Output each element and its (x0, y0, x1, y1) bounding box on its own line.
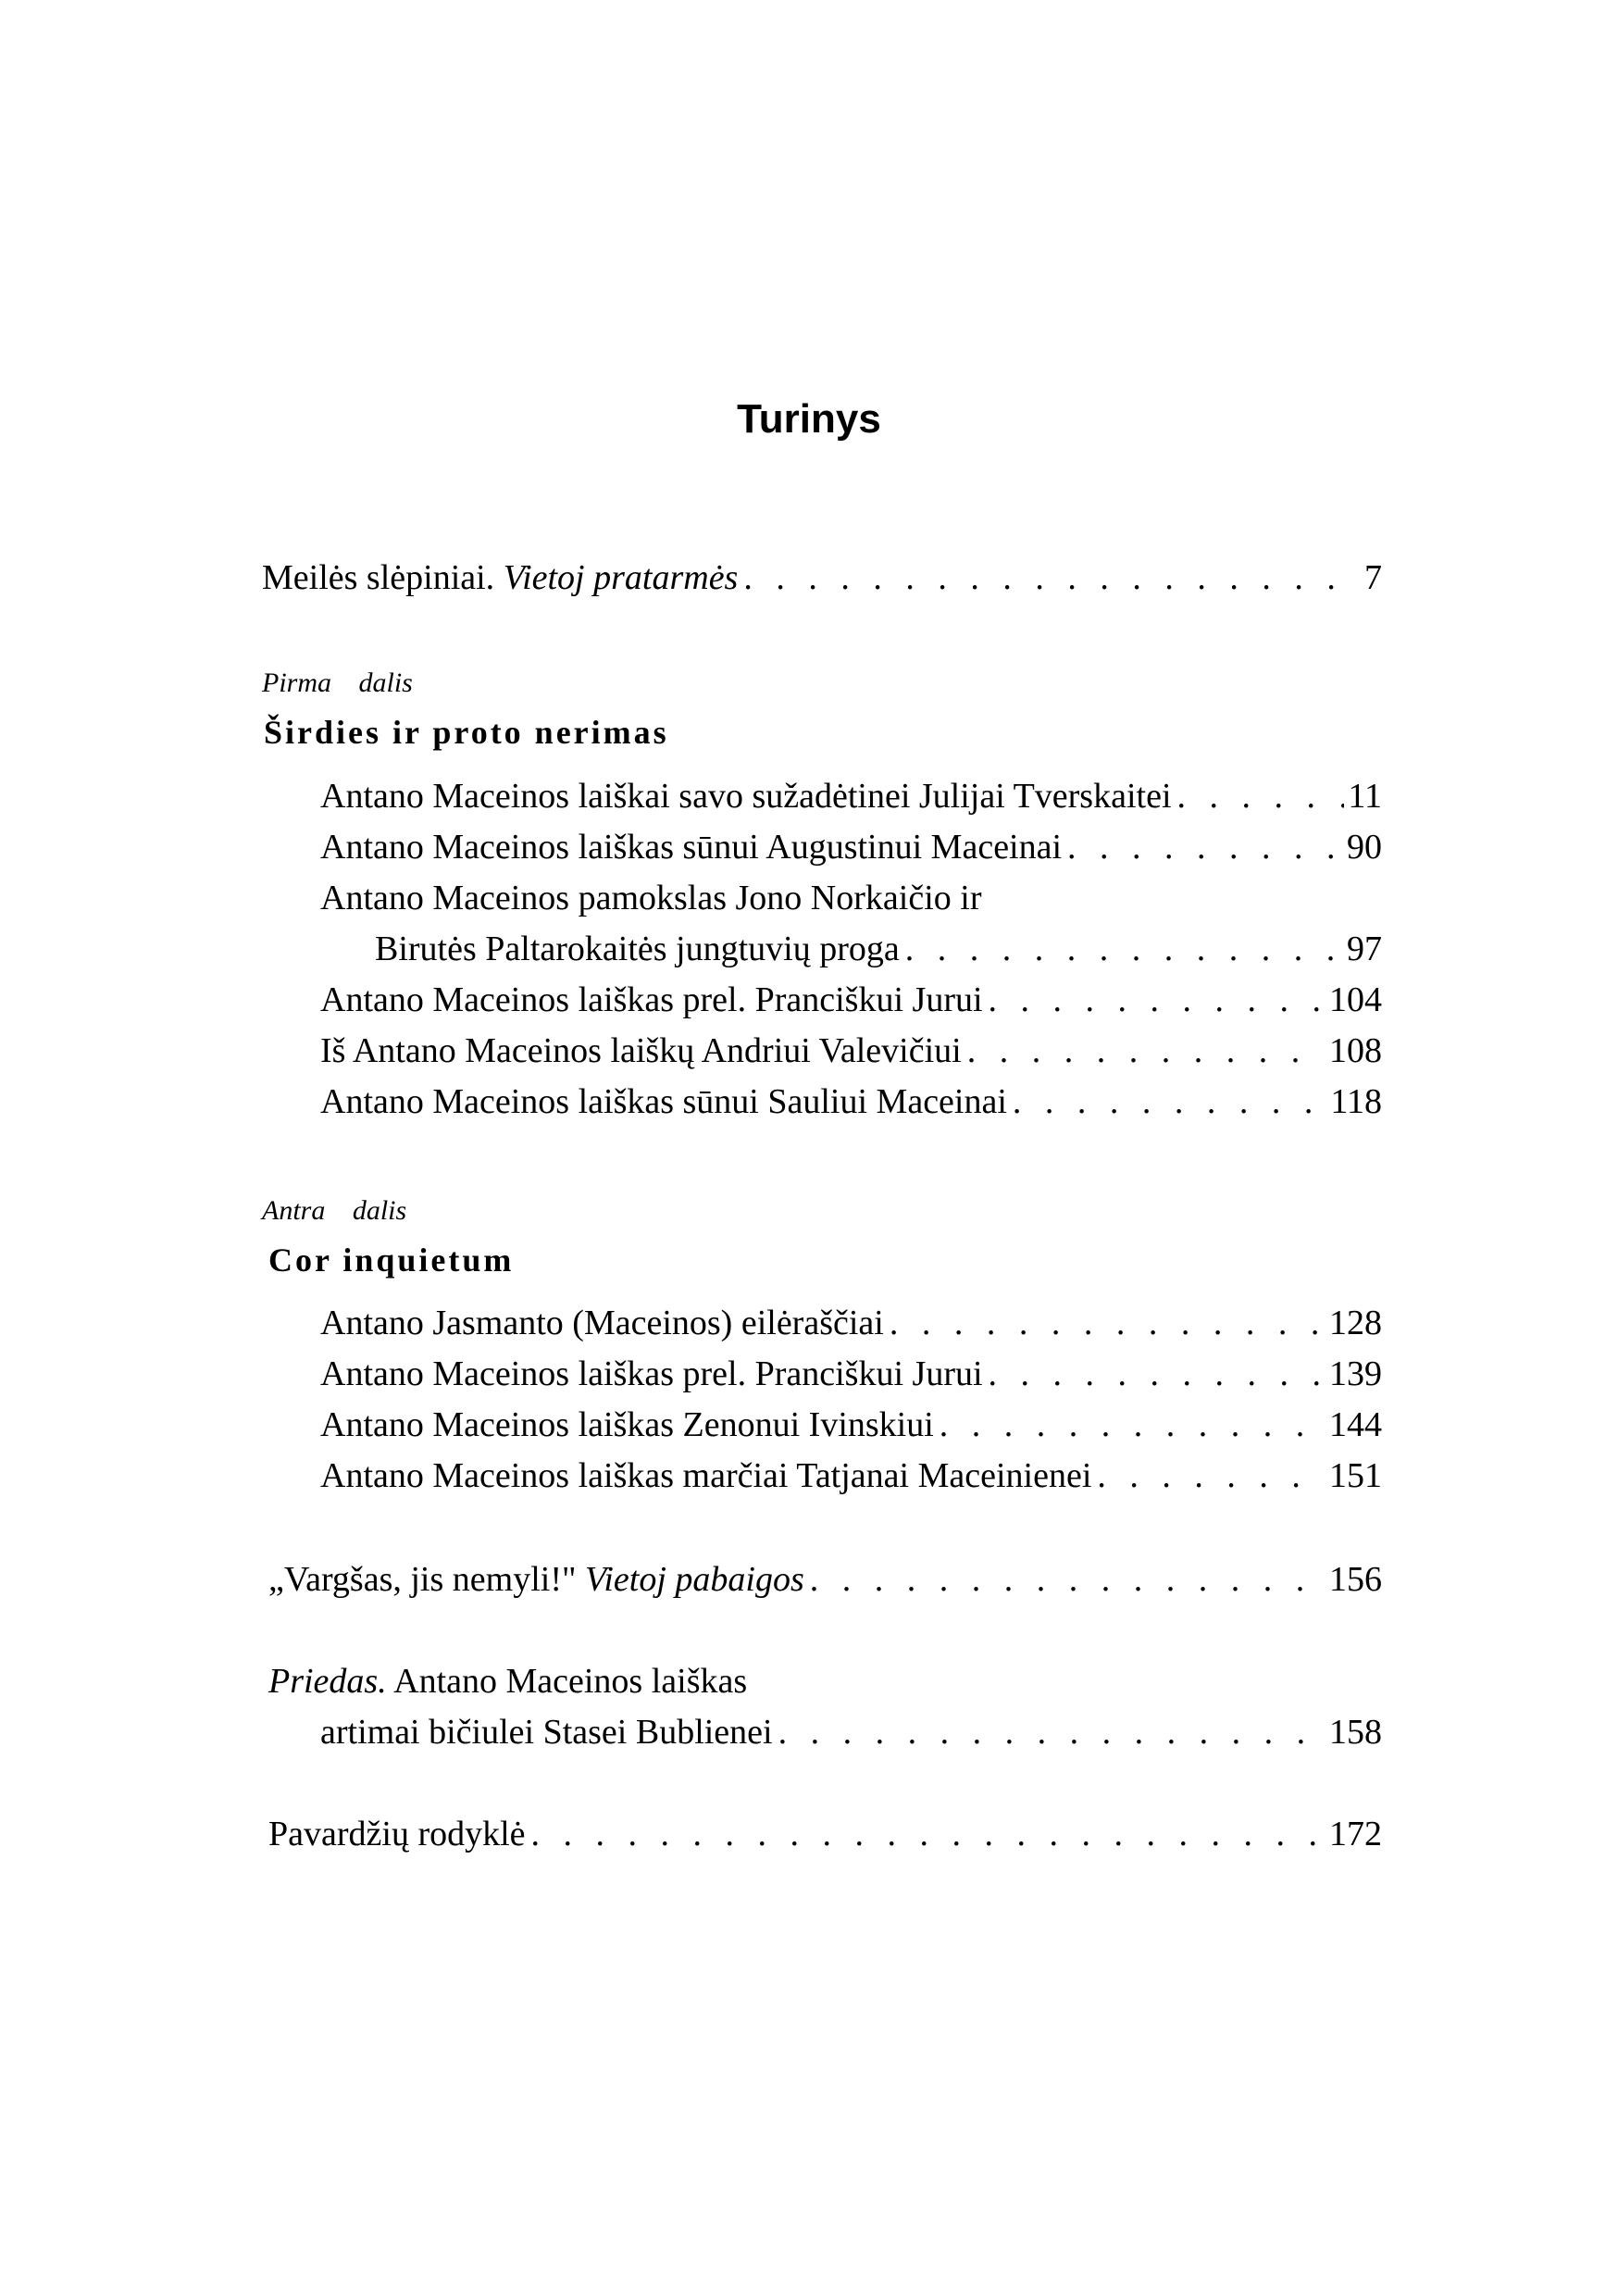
part-heading: Cor inquietum (268, 1242, 515, 1279)
toc-entry[interactable] (320, 976, 1382, 1024)
toc-entry-title: Iš Antano Maceinos laiškų Andriui Valevičiui (320, 1031, 962, 1070)
part-label: Pirma dalis (262, 668, 413, 698)
dot-leader (1067, 823, 1343, 871)
dot-leader (967, 1027, 1326, 1075)
toc-entry-title: artimai bičiulei Stasei Bublienei (320, 1713, 773, 1752)
toc-entry-title: Birutės Paltarokaitės jungtuvių proga (375, 930, 900, 968)
toc-entry-title: Antano Maceinos laiškai savo sužadėtinei Julijai Tverskaitei (320, 777, 1172, 816)
toc-entry-title: Antano Maceinos laiškas sūnui Augustinui Maceinai (320, 828, 1063, 867)
toc-entry-title: Meilės slėpiniai. Vietoj pratarmės (262, 558, 739, 597)
toc-page-number: 151 (1329, 1456, 1382, 1495)
toc-entry-intro[interactable] (262, 554, 1382, 602)
toc-entry-title: Antano Maceinos laiškas (393, 1662, 748, 1701)
part-heading: Širdies ir proto nerimas (264, 714, 669, 751)
toc-page-number: 158 (1329, 1713, 1382, 1752)
toc-entry-title[interactable]: Antano Maceinos pamokslas Jono Norkaičio ir (320, 879, 982, 917)
toc-entry-title: „Vargšas, jis nemyli!" Vietoj pabaigos (268, 1560, 804, 1599)
dot-leader (940, 1401, 1326, 1449)
toc-entry[interactable] (320, 1027, 1382, 1075)
dot-leader (890, 1299, 1326, 1347)
toc-entry-title: Antano Maceinos laiškas prel. Pranciškui Jurui (320, 1354, 983, 1393)
toc-entry[interactable] (320, 1452, 1382, 1500)
toc-entry-appendix[interactable] (268, 1657, 747, 1705)
toc-entry-title: Antano Maceinos laiškas marčiai Tatjanai Maceinienei (320, 1456, 1092, 1495)
toc-entry[interactable] (320, 823, 1382, 871)
toc-page-number: 144 (1329, 1405, 1382, 1444)
toc-entry[interactable] (320, 1708, 1382, 1756)
toc-entry-closing[interactable] (268, 1555, 1382, 1603)
dot-leader (778, 1708, 1326, 1756)
toc-page-number: 118 (1330, 1082, 1382, 1121)
toc-page-number: 172 (1329, 1815, 1382, 1853)
toc-entry[interactable] (320, 772, 1382, 820)
page-title: Turinys (737, 396, 881, 442)
toc-entry[interactable] (320, 1401, 1382, 1449)
dot-leader (1013, 1078, 1326, 1126)
toc-page-number: 11 (1348, 777, 1382, 816)
dot-leader (810, 1555, 1326, 1603)
toc-page-number: 90 (1347, 828, 1382, 867)
toc-entry-title: Antano Maceinos laiškas sūnui Sauliui Maceinai (320, 1082, 1007, 1121)
toc-page-number: 108 (1329, 1031, 1382, 1070)
dot-leader (1177, 772, 1345, 820)
toc-page-number: 97 (1347, 930, 1382, 968)
toc-page-number: 128 (1329, 1304, 1382, 1342)
toc-entry-title: Antano Jasmanto (Maceinos) eilėraščiai (320, 1304, 884, 1342)
toc-entry-title: Antano Maceinos laiškas Zenonui Ivinskiui (320, 1405, 934, 1444)
appendix-label: Priedas. (268, 1662, 387, 1701)
toc-entry[interactable] (320, 1350, 1382, 1398)
toc-entry[interactable] (320, 1299, 1382, 1347)
dot-leader (1097, 1452, 1326, 1500)
dot-leader (743, 554, 1361, 602)
dot-leader (905, 925, 1343, 973)
toc-entry-title: Pavardžių rodyklė (268, 1815, 526, 1853)
toc-entry-index[interactable] (268, 1810, 1382, 1858)
toc-entry[interactable] (375, 925, 1382, 973)
dot-leader (531, 1810, 1326, 1858)
toc-page-number: 7 (1364, 558, 1382, 597)
toc-page-number: 104 (1329, 980, 1382, 1019)
toc-page-number: 156 (1329, 1560, 1382, 1599)
toc-entry-title: Antano Maceinos laiškas prel. Pranciškui Jurui (320, 980, 983, 1019)
toc-page-number: 139 (1329, 1354, 1382, 1393)
part-label: Antra dalis (262, 1195, 407, 1226)
dot-leader (989, 1350, 1326, 1398)
toc-entry[interactable] (320, 1078, 1382, 1126)
dot-leader (989, 976, 1326, 1024)
